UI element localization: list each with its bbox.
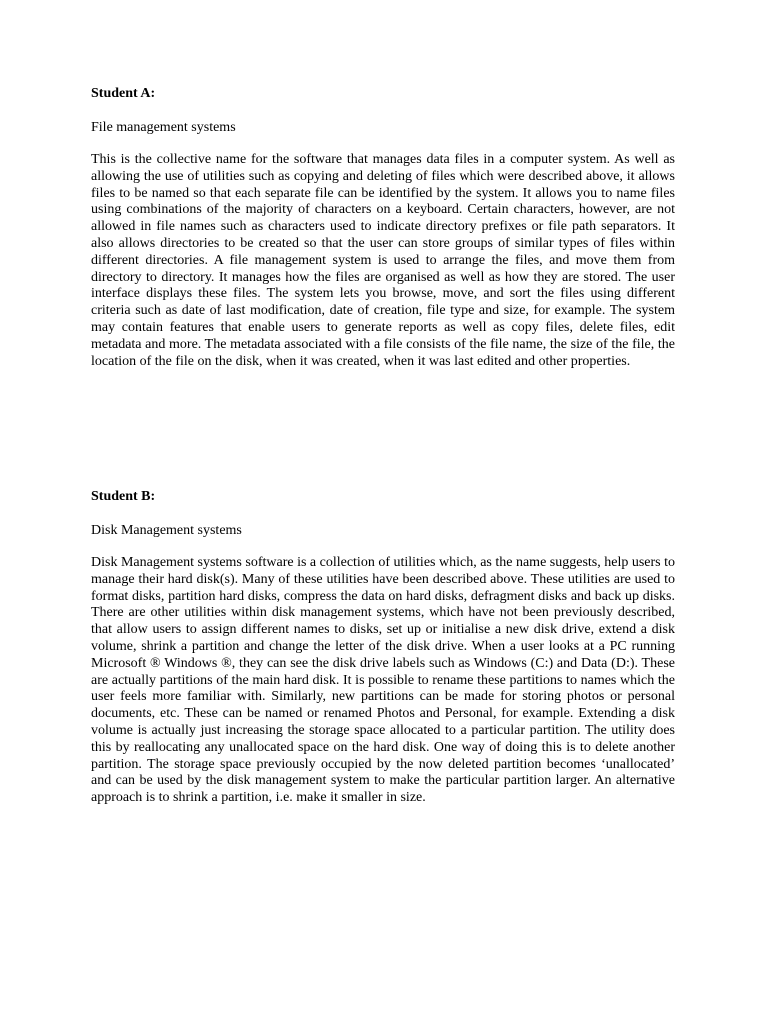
student-b-heading: Student B: bbox=[91, 489, 156, 504]
student-a-body: This is the collective name for the software that manages data files in a computer system. As well as allowing the use of utilities such as copying and deleting of files which were described above, it allows files to be named so that each separate file can be identified by the system. It allows you to name files using combinations of the majority of characters on a keyboard. Certain characters, however, are not allowed in file names such as characters used to indicate directory prefixes or file path separators. It also allows directories to be created so that the user can store groups of similar types of files within different directories. A file management system is used to arrange the files, and move them from directory to directory. It manages how the files are organised as well as how they are stored. The user interface displays these files. The system lets you browse, move, and sort the files using different criteria such as date of last modification, date of creation, file type and size, for example. The system may contain features that enable users to generate reports as well as copy files, delete files, edit metadata and more. The metadata associated with a file consists of the file name, the size of the file, the location of the file on the disk, when it was created, when it was last edited and other properties. bbox=[91, 152, 675, 369]
student-a-section bbox=[91, 84, 675, 370]
student-b-section bbox=[91, 487, 675, 807]
document-page bbox=[91, 0, 675, 1024]
student-b-body: Disk Management systems software is a collection of utilities which, as the name suggests, help users to manage their hard disk(s). Many of these utilities have been described above. These utilities are used to format disks, partition hard disks, compress the data on hard disks, defragment disks and back up disks. There are other utilities within disk management systems, which have not been previously described, that allow users to assign different names to disks, set up or initialise a new disk drive, extend a disk volume, shrink a partition and change the letter of the disk drive. When a user looks at a PC running Microsoft ® Windows ®, they can see the disk drive labels such as Windows (C:) and Data (D:). These are actually partitions of the main hard disk. It is possible to rename these partitions to names which the user feels more familiar with. Similarly, new partitions can be made for storing photos or personal documents, etc. These can be named or renamed Photos and Personal, for example. Extending a disk volume is actually just increasing the storage space allocated to a particular partition. The utility does this by reallocating any unallocated space on the hard disk. One way of doing this is to delete another partition. The storage space previously occupied by the now deleted partition becomes ‘unallocated’ and can be used by the disk management system to make the particular partition larger. An alternative approach is to shrink a partition, i.e. make it smaller in size. bbox=[91, 555, 675, 806]
student-a-heading: Student A: bbox=[91, 86, 156, 101]
student-b-subheading: Disk Management systems bbox=[91, 523, 242, 538]
student-a-subheading: File management systems bbox=[91, 120, 236, 135]
